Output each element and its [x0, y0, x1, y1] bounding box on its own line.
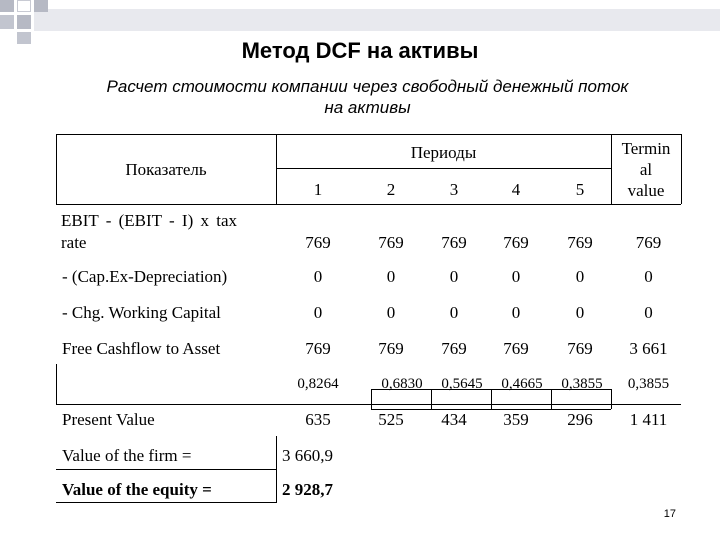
ebit-value: 769 — [635, 233, 662, 252]
row-label-ebit — [61, 210, 237, 254]
capex-value: 0 — [644, 267, 653, 286]
table-line — [56, 469, 276, 470]
row-label-equity-value: Value of the equity = — [62, 480, 212, 499]
header-terminal-line-3: value — [627, 181, 665, 200]
ebit-value: 769 — [305, 233, 331, 252]
equity-value: 2 928,7 — [282, 480, 333, 499]
table-line — [56, 364, 57, 404]
fcf-value: 769 — [503, 339, 529, 358]
header-indicator: Показатель — [125, 160, 207, 179]
pv-value: 635 — [305, 410, 331, 429]
row-label-working-capital: - Chg. Working Capital — [62, 303, 221, 322]
table-line — [56, 134, 681, 135]
row-label-capex: - (Cap.Ex-Depreciation) — [62, 267, 228, 286]
fcf-value: 3 661 — [629, 339, 668, 358]
page-number: 17 — [663, 508, 676, 520]
table-line — [56, 502, 276, 503]
table-line — [681, 134, 682, 204]
decorative-square — [34, 0, 48, 12]
row-label-fcf: Free Cashflow to Asset — [62, 339, 221, 358]
decorative-square — [0, 0, 14, 12]
decorative-header-bar — [34, 9, 720, 31]
ebit-value: 769 — [503, 233, 529, 252]
wc-value: 0 — [644, 303, 653, 322]
firm-value: 3 660,9 — [282, 446, 333, 465]
subtitle-line-2: на активы — [324, 98, 411, 117]
discount-factor: 0,3855 — [627, 376, 670, 392]
decorative-square — [17, 0, 31, 12]
discount-factor: 0,3855 — [561, 376, 603, 392]
discount-factor: 0,8264 — [297, 376, 339, 392]
decorative-square — [0, 15, 14, 29]
discount-factor: 0,5645 — [441, 376, 483, 392]
pv-value: 434 — [441, 410, 467, 429]
header-terminal-line-1: Termin — [621, 139, 671, 158]
header-terminal-value — [611, 138, 681, 201]
fcf-value: 769 — [567, 339, 593, 358]
pv-value: 359 — [503, 410, 529, 429]
table-line — [276, 168, 611, 169]
capex-value: 0 — [449, 267, 459, 286]
header-periods: Периоды — [410, 143, 477, 162]
header-period-1: 1 — [313, 180, 323, 199]
ebit-value: 769 — [441, 233, 467, 252]
row-label-firm-value: Value of the firm = — [62, 446, 192, 465]
fcf-value: 769 — [378, 339, 404, 358]
fcf-value: 769 — [305, 339, 331, 358]
table-line — [56, 204, 681, 205]
wc-value: 0 — [575, 303, 585, 322]
slide-subtitle — [40, 76, 695, 118]
discount-factor: 0,6830 — [381, 376, 423, 392]
row-label-ebit-line-1: EBIT - (EBIT - I) x tax — [61, 211, 237, 230]
wc-value: 0 — [386, 303, 396, 322]
fcf-value: 769 — [441, 339, 467, 358]
discount-factor: 0,4665 — [501, 376, 543, 392]
subtitle-line-1: Расчет стоимости компании через свободный денежный поток — [106, 77, 629, 96]
wc-value: 0 — [313, 303, 323, 322]
header-period-2: 2 — [386, 180, 396, 199]
pv-value: 525 — [378, 410, 404, 429]
decorative-square — [17, 15, 31, 29]
table-line — [276, 134, 277, 204]
header-terminal-line-2: al — [639, 160, 653, 179]
dcf-table — [56, 134, 681, 504]
wc-value: 0 — [449, 303, 459, 322]
pv-value: 296 — [567, 410, 593, 429]
header-period-5: 5 — [575, 180, 585, 199]
header-period-4: 4 — [511, 180, 521, 199]
capex-value: 0 — [386, 267, 396, 286]
row-label-ebit-line-2: rate — [61, 233, 87, 252]
capex-value: 0 — [313, 267, 323, 286]
ebit-value: 769 — [567, 233, 593, 252]
capex-value: 0 — [511, 267, 521, 286]
slide-title: Метод DCF на активы — [241, 38, 479, 63]
capex-value: 0 — [575, 267, 585, 286]
wc-value: 0 — [511, 303, 521, 322]
ebit-value: 769 — [378, 233, 404, 252]
pv-value: 1 411 — [629, 410, 668, 429]
table-line — [56, 404, 681, 405]
table-line — [276, 436, 277, 503]
row-label-present-value: Present Value — [62, 410, 155, 429]
header-period-3: 3 — [449, 180, 459, 199]
